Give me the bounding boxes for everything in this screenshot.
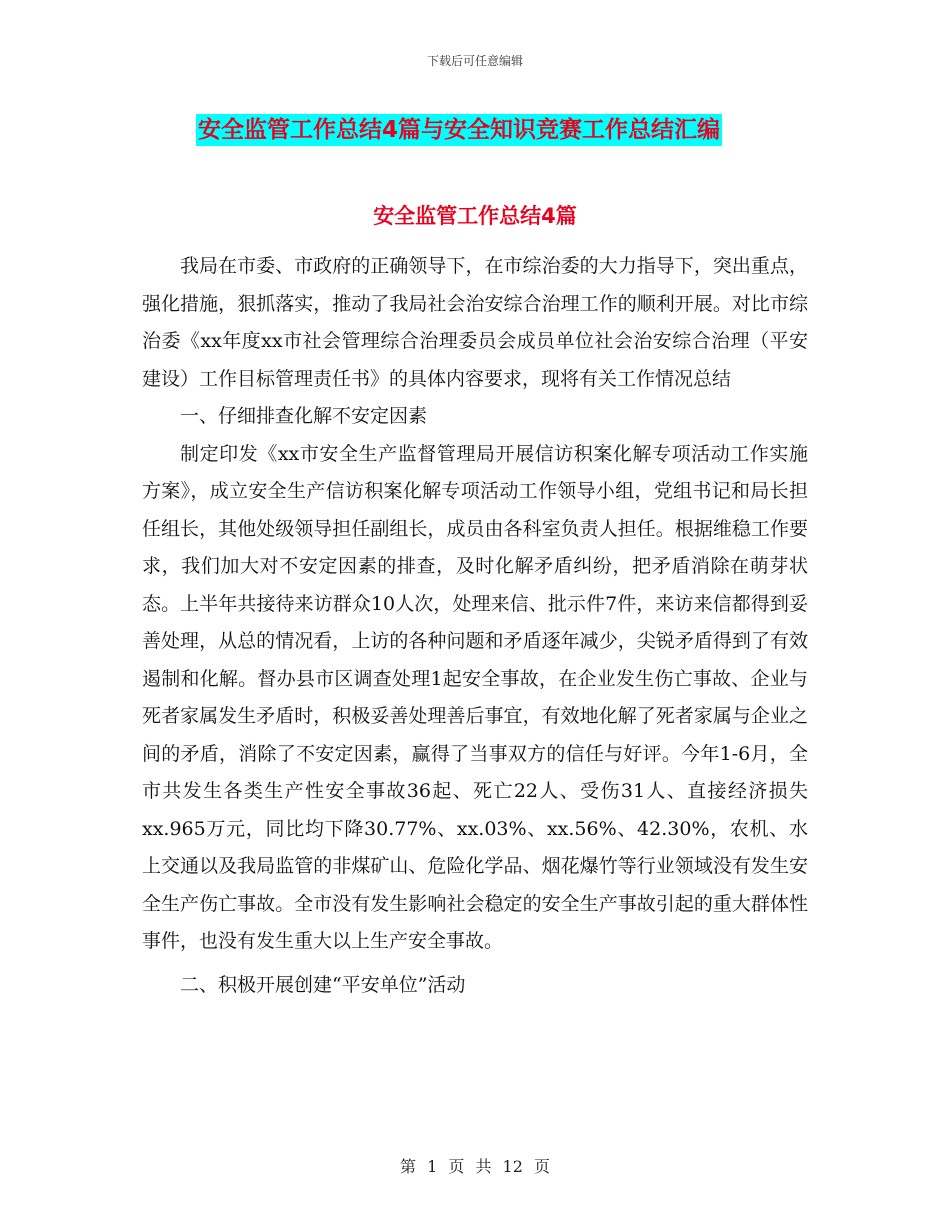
page-footer: 第 1 页 共 12 页: [400, 1157, 550, 1176]
section-title: 安全监管工作总结4篇: [373, 204, 577, 228]
page-header-note: 下载后可任意编辑: [426, 54, 523, 68]
intro-paragraph: 我局在市委、市政府的正确领导下，在市综治委的大力指导下，突出重点，强化措施，狠抓落实，推动了我局社会治安综合治理工作的顺利开展。对比市综治委《xx年度xx市社会管理综合治理委员会成员单位社会治安综合治理（平安建设）工作目标管理责任书》的具体内容要求，现将有关工作情况总结: [142, 255, 808, 390]
document-body: [142, 248, 808, 1004]
body-paragraph: 制定印发《xx市安全生产监督管理局开展信访积案化解专项活动工作实施方案》，成立安全生产信访积案化解专项活动工作领导小组，党组书记和局长担任组长，其他处级领导担任副组长，成员由各科室负责人担任。根据维稳工作要求，我们加大对不安定因素的排查，及时化解矛盾纠纷，把矛盾消除在萌芽状态。上半年共接待来访群众10人次，处理来信、批示件7件，来访来信都得到妥善处理，从总的情况看，上访的各种问题和矛盾逐年减少，尖锐矛盾得到了有效遏制和化解。督办县市区调查处理1起安全事故，在企业发生伤亡事故、企业与死者家属发生矛盾时，积极妥善处理善后事宜，有效地化解了死者家属与企业之间的矛盾，消除了不安定因素，赢得了当事双方的信任与好评。今年1-6月，全市共发生各类生产性安全事故36起、死亡22人、受伤31人、直接经济损失xx.965万元，同比均下降30.77%、xx.03%、xx.56%、42.30%，农机、水上交通以及我局监管的非煤矿山、危险化学品、烟花爆竹等行业领域没有发生安全生产伤亡事故。全市没有发生影响社会稳定的安全生产事故引起的重大群体性事件，也没有发生重大以上生产安全事故。: [142, 442, 808, 952]
subheading-2: 二、积极开展创建“平安单位”活动: [180, 973, 466, 996]
document-title: 安全监管工作总结4篇与安全知识竞赛工作总结汇编: [196, 114, 722, 146]
subheading-1: 一、仔细排查化解不安定因素: [180, 405, 428, 427]
